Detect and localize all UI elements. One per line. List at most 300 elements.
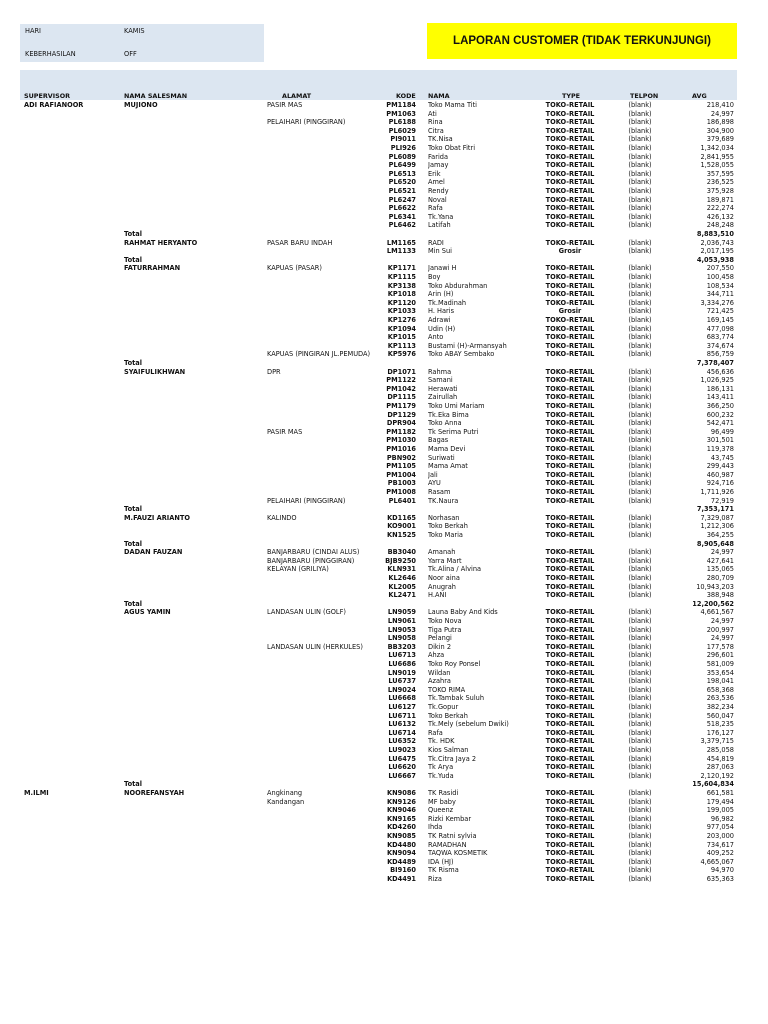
telpon-cell: (blank) [628,651,652,660]
avg-cell: 96,982 [710,814,734,823]
telpon-cell: (blank) [628,341,652,350]
type-cell: TOKO-RETAIL [545,264,595,273]
type-cell: TOKO-RETAIL [545,212,595,221]
nama-cell: Rina [428,118,443,127]
table-row [0,385,768,393]
table-row [0,127,768,135]
kode-cell: KP1033 [387,307,416,316]
type-cell: TOKO-RETAIL [545,488,595,496]
kode-cell: PM1122 [386,376,416,385]
nama-cell: Toko Nova [428,617,462,625]
nama-cell: MF baby [428,797,456,806]
telpon-cell: (blank) [628,290,652,299]
nama-cell: Rendy [428,187,449,195]
kode-cell: KD4480 [387,840,416,849]
kode-cell: PL6188 [388,118,416,127]
telpon-cell: (blank) [628,453,652,462]
table-row [0,858,768,866]
telpon-cell: (blank) [628,617,652,625]
nama-cell: Amanah [428,548,456,557]
kode-cell: PM1063 [386,109,416,118]
table-row [0,290,768,298]
telpon-cell: (blank) [628,101,652,109]
kode-cell: LM1133 [386,247,416,256]
type-cell: TOKO-RETAIL [545,384,595,393]
type-cell: TOKO-RETAIL [545,849,595,858]
telpon-cell: (blank) [628,367,652,376]
table-row [0,694,768,702]
kode-cell: KP1015 [387,333,416,342]
type-cell: TOKO-RETAIL [545,651,595,660]
avg-cell: 287,063 [706,763,734,772]
avg-cell: 426,132 [706,212,734,221]
avg-cell: 177,578 [706,642,734,651]
table-row [0,325,768,333]
type-cell: TOKO-RETAIL [545,470,595,479]
type-cell: TOKO-RETAIL [545,453,595,462]
kode-cell: LN9059 [387,608,416,617]
nama-cell: Dikin 2 [428,642,452,651]
kode-cell: LU6737 [388,677,416,686]
type-cell: TOKO-RETAIL [545,677,595,686]
kode-cell: BB3203 [387,642,416,651]
nama-cell: H. Haris [428,307,455,316]
kode-cell: LN9053 [387,625,416,634]
type-cell: TOKO-RETAIL [545,531,595,539]
table-row [0,161,768,169]
type-cell: TOKO-RETAIL [545,341,595,350]
avg-cell: 15,604,834 [692,780,734,789]
nama-cell: Anugrah [428,582,456,591]
nama-cell: IDA (HJ) [428,857,454,866]
telpon-cell: (blank) [628,668,652,677]
telpon-cell: (blank) [628,324,652,333]
telpon-cell: (blank) [628,264,652,273]
kode-cell: LU6714 [388,728,416,737]
nama-cell: Azahra [428,677,451,686]
kode-cell: PL6029 [388,126,416,135]
salesman-cell: RAHMAT HERYANTO [124,238,198,247]
telpon-cell: (blank) [628,660,652,668]
telpon-cell: (blank) [628,419,652,428]
type-cell: TOKO-RETAIL [545,427,595,436]
address-cell: PASAR BARU INDAH [267,238,333,247]
kode-cell: KN9085 [387,832,416,840]
type-cell: TOKO-RETAIL [545,832,595,840]
kode-cell: DPR904 [386,419,416,428]
nama-cell: Noor aina [428,574,460,582]
nama-cell: H.ANI [428,591,447,600]
avg-cell: 143,411 [706,393,734,402]
total-row [0,600,768,608]
avg-cell: 218,410 [706,101,734,109]
kode-cell: KO9001 [387,522,416,531]
telpon-cell: (blank) [628,238,652,247]
info-panel [20,24,264,62]
kode-cell: KD1165 [387,513,416,522]
address-cell: PELAIHARI (PINGGIRAN) [267,118,346,127]
avg-cell: 366,250 [706,402,734,410]
kode-cell: BI9160 [390,866,416,875]
avg-cell: 581,009 [706,660,734,668]
kode-cell: KN9165 [387,814,416,823]
table-row [0,316,768,324]
table-row [0,118,768,126]
avg-cell: 477,098 [706,324,734,333]
total-row [0,359,768,367]
avg-cell: 203,000 [706,832,734,840]
telpon-cell: (blank) [628,771,652,780]
avg-cell: 374,674 [706,341,734,350]
type-cell: TOKO-RETAIL [545,668,595,677]
avg-cell: 1,026,925 [700,376,734,385]
nama-cell: Tk.Alina / Alvina [428,565,482,574]
type-cell: TOKO-RETAIL [545,806,595,815]
kode-cell: BJB9250 [385,556,416,565]
kode-cell: KD4491 [387,875,416,883]
nama-cell: Toko Roy Ponsel [428,660,481,668]
nama-cell: TK Rasidi [428,789,459,797]
telpon-cell: (blank) [628,427,652,436]
nama-cell: Tk Arya [428,763,454,772]
salesman-cell: MUJIONO [124,101,158,109]
kode-cell: KP3138 [387,281,416,290]
avg-cell: 427,641 [706,556,734,565]
nama-cell: Farida [428,152,448,161]
telpon-cell: (blank) [628,711,652,720]
table-row [0,522,768,530]
kode-cell: PM1105 [386,462,416,471]
telpon-cell: (blank) [628,875,652,883]
kode-cell: LU9023 [388,746,416,754]
telpon-cell: (blank) [628,608,652,617]
nama-cell: Launa Baby And Kids [428,608,498,617]
nama-cell: Toko Obat Fitri [428,144,476,152]
kode-cell: KP5976 [387,350,416,359]
type-cell: TOKO-RETAIL [545,754,595,763]
table-row [0,454,768,462]
nama-cell: Mama Amat [428,462,468,471]
avg-cell: 357,595 [706,169,734,178]
table-row [0,643,768,651]
nama-cell: Yarra Mart [428,556,462,565]
telpon-cell: (blank) [628,126,652,135]
nama-cell: Tk.Eka Bima [428,410,469,419]
nama-cell: Udin (H) [428,324,456,333]
telpon-cell: (blank) [628,763,652,772]
avg-cell: 344,711 [706,290,734,299]
nama-cell: Erik [428,169,441,178]
type-cell: TOKO-RETAIL [545,298,595,307]
nama-cell: Tk.Yana [428,212,454,221]
header-kode: KODE [396,92,416,100]
address-cell: LANDASAN ULIN (HERKULES) [267,642,363,651]
type-cell: TOKO-RETAIL [545,720,595,729]
table-row [0,221,768,229]
kode-cell: PM1016 [386,445,416,453]
table-row [0,488,768,496]
nama-cell: Ati [428,109,437,118]
avg-cell: 924,716 [706,479,734,488]
nama-cell: Zairullah [428,393,458,402]
kode-cell: KL2005 [388,582,416,591]
table-row [0,712,768,720]
salesman-cell: Total [124,255,143,264]
telpon-cell: (blank) [628,144,652,152]
type-cell: TOKO-RETAIL [545,737,595,746]
avg-cell: 518,235 [706,720,734,729]
table-row [0,686,768,694]
supervisor-cell: ADI RAFIANOOR [24,101,84,109]
kode-cell: KN9094 [387,849,416,858]
table-row [0,462,768,470]
type-cell: TOKO-RETAIL [545,419,595,428]
header-avg: AVG [692,92,707,100]
table-row [0,153,768,161]
kode-cell: LU6127 [388,703,416,711]
type-cell: TOKO-RETAIL [545,591,595,600]
type-cell: TOKO-RETAIL [545,281,595,290]
type-cell: TOKO-RETAIL [545,367,595,376]
type-cell: TOKO-RETAIL [545,642,595,651]
table-row [0,436,768,444]
kode-cell: LU6668 [388,694,416,703]
address-cell: Kandangan [267,797,305,806]
table-row [0,591,768,599]
telpon-cell: (blank) [628,634,652,643]
header-band [20,70,737,92]
table-row [0,393,768,401]
telpon-cell: (blank) [628,470,652,479]
telpon-cell: (blank) [628,135,652,144]
nama-cell: Queenz [428,806,454,815]
nama-cell: Toko Umi Mariam [428,402,485,410]
table-row [0,204,768,212]
avg-cell: 4,661,567 [700,608,734,617]
avg-cell: 1,528,055 [700,161,734,170]
kode-cell: KL2646 [388,574,416,582]
avg-cell: 72,919 [710,496,734,505]
nama-cell: Tk.Yuda [428,771,454,780]
nama-cell: Tk.Tambak Suluh [428,694,485,703]
table-row [0,583,768,591]
telpon-cell: (blank) [628,642,652,651]
avg-cell: 375,928 [706,187,734,195]
table-row [0,617,768,625]
nama-cell: TK Risma [428,866,459,875]
kode-cell: LN9061 [387,617,416,625]
keberhasilan-value: OFF [124,50,137,58]
nama-cell: Rafa [428,728,443,737]
kode-cell: KP1094 [387,324,416,333]
telpon-cell: (blank) [628,789,652,797]
nama-cell: Toko Mama Titi [428,101,478,109]
salesman-cell: AGUS YAMIN [124,608,171,617]
salesman-cell: Total [124,539,143,548]
nama-cell: Adrawi [428,316,451,324]
table-row [0,479,768,487]
telpon-cell: (blank) [628,204,652,213]
address-cell: LANDASAN ULIN (GOLF) [267,608,346,617]
salesman-cell: M.FAUZI ARIANTO [124,513,190,522]
kode-cell: PM1179 [386,402,416,410]
kode-cell: KN1525 [387,531,416,539]
type-cell: TOKO-RETAIL [545,238,595,247]
type-cell: TOKO-RETAIL [545,617,595,625]
avg-cell: 12,200,562 [692,599,734,608]
avg-cell: 186,898 [706,118,734,127]
kode-cell: PM1184 [386,101,416,109]
type-cell: TOKO-RETAIL [545,711,595,720]
avg-cell: 8,905,648 [696,539,734,548]
type-cell: TOKO-RETAIL [545,694,595,703]
table-row [0,755,768,763]
avg-cell: 24,997 [710,109,734,118]
type-cell: TOKO-RETAIL [545,316,595,324]
table-row [0,239,768,247]
salesman-cell: SYAIFULIKHWAN [124,367,186,376]
table-row [0,350,768,358]
avg-cell: 248,248 [706,221,734,230]
telpon-cell: (blank) [628,832,652,840]
table-row [0,299,768,307]
avg-cell: 409,252 [706,849,734,858]
avg-cell: 3,379,715 [700,737,734,746]
type-cell: TOKO-RETAIL [545,393,595,402]
table-row [0,737,768,745]
type-cell: TOKO-RETAIL [545,350,595,359]
nama-cell: Kios Salman [428,746,469,754]
table-row [0,497,768,505]
kode-cell: LN9024 [387,685,416,694]
table-row [0,342,768,350]
avg-cell: 199,005 [706,806,734,815]
nama-cell: Toko ABAY Sembako [428,350,495,359]
telpon-cell: (blank) [628,685,652,694]
table-row [0,144,768,152]
nama-cell: Arin (H) [428,290,454,299]
type-cell: TOKO-RETAIL [545,169,595,178]
avg-cell: 119,378 [706,445,734,453]
table-row [0,763,768,771]
avg-cell: 600,232 [706,410,734,419]
telpon-cell: (blank) [628,161,652,170]
nama-cell: Tk.Gopur [428,703,459,711]
nama-cell: Bustami (H)-Armansyah [428,341,507,350]
table-row [0,574,768,582]
table-row [0,815,768,823]
keberhasilan-label: KEBERHASILAN [25,50,76,58]
kode-cell: PL6521 [388,187,416,195]
nama-cell: Bagas [428,436,449,445]
address-cell: KAPUAS (PINGIRAN JL.PEMUDA) [267,350,371,359]
type-cell: TOKO-RETAIL [545,685,595,694]
avg-cell: 1,212,306 [700,522,734,531]
avg-cell: 3,334,276 [700,298,734,307]
table-row [0,428,768,436]
type-cell: TOKO-RETAIL [545,273,595,281]
kode-cell: LN9058 [387,634,416,643]
type-cell: TOKO-RETAIL [545,608,595,617]
telpon-cell: (blank) [628,754,652,763]
avg-cell: 24,997 [710,634,734,643]
kode-cell: PL6247 [388,195,416,204]
telpon-cell: (blank) [628,384,652,393]
nama-cell: Herawati [428,384,458,393]
address-cell: KALINDO [267,513,297,522]
kode-cell: PL6513 [388,169,416,178]
avg-cell: 135,065 [706,565,734,574]
kode-cell: PM1042 [386,384,416,393]
avg-cell: 198,041 [706,677,734,686]
kode-cell: LU6667 [388,771,416,780]
total-row [0,540,768,548]
nama-cell: Tk.Citra Jaya 2 [428,754,477,763]
avg-cell: 7,378,407 [696,359,734,367]
nama-cell: Citra [428,126,444,135]
type-cell: TOKO-RETAIL [545,462,595,471]
nama-cell: Janawi H [428,264,457,273]
kode-cell: KD4260 [387,823,416,832]
table-row [0,135,768,143]
table-row [0,282,768,290]
telpon-cell: (blank) [628,746,652,754]
kode-cell: LU6711 [388,711,416,720]
type-cell: TOKO-RETAIL [545,135,595,144]
telpon-cell: (blank) [628,178,652,187]
avg-cell: 460,987 [706,470,734,479]
telpon-cell: (blank) [628,625,652,634]
kode-cell: PL6520 [388,178,416,187]
avg-cell: 108,534 [706,281,734,290]
kode-cell: KN9126 [387,797,416,806]
table-row [0,634,768,642]
kode-cell: PBN902 [386,453,416,462]
nama-cell: Pelangi [428,634,452,643]
table-row [0,471,768,479]
telpon-cell: (blank) [628,797,652,806]
type-cell: TOKO-RETAIL [545,875,595,883]
kode-cell: LU6132 [388,720,416,729]
avg-cell: 977,054 [706,823,734,832]
telpon-cell: (blank) [628,316,652,324]
avg-cell: 10,943,203 [696,582,734,591]
table-row [0,548,768,556]
header-supervisor: SUPERVISOR [24,92,71,100]
avg-cell: 454,819 [706,754,734,763]
nama-cell: Rasam [428,488,451,496]
table-row [0,806,768,814]
telpon-cell: (blank) [628,488,652,496]
type-cell: TOKO-RETAIL [545,195,595,204]
kode-cell: BB3040 [387,548,416,557]
avg-cell: 24,997 [710,617,734,625]
kode-cell: PB1003 [387,479,416,488]
nama-cell: Anto [428,333,444,342]
kode-cell: PM1008 [386,488,416,496]
nama-cell: Rizki Kembar [428,814,472,823]
header-nama: NAMA [428,92,450,100]
nama-cell: RAMADHAN [428,840,467,849]
telpon-cell: (blank) [628,393,652,402]
telpon-cell: (blank) [628,445,652,453]
kode-cell: KP1018 [387,290,416,299]
avg-cell: 207,550 [706,264,734,273]
telpon-cell: (blank) [628,513,652,522]
avg-cell: 280,709 [706,574,734,582]
telpon-cell: (blank) [628,694,652,703]
kode-cell: LM1165 [386,238,416,247]
